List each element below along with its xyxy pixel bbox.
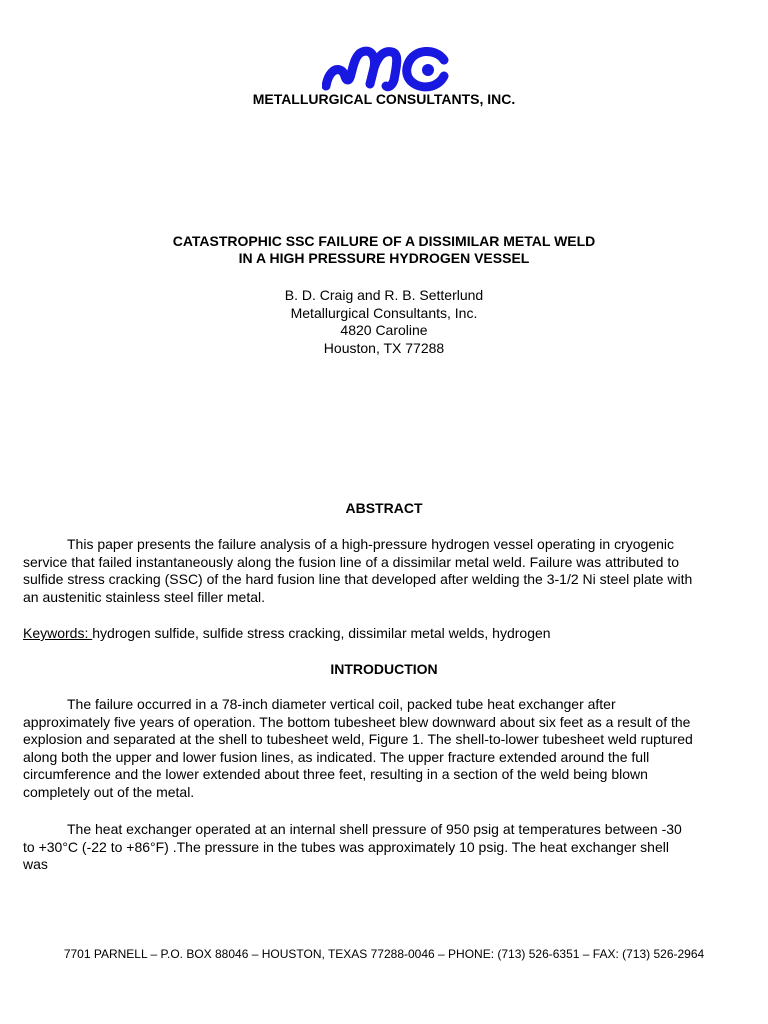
intro-line: was [23,856,48,873]
paper-title [0,233,768,267]
keywords-label: Keywords: [23,625,93,641]
abstract-paragraph [23,536,745,606]
keywords-text: hydrogen sulfide, sulfide stress cracking, dissimilar metal welds, hydrogen [92,625,551,641]
title-line-1: CATASTROPHIC SSC FAILURE OF A DISSIMILAR METAL WELD [172,233,596,249]
abstract-line: sulfide stress cracking (SSC) of the hard fusion line that developed after welding the 3-1/2 Ni steel plate with [23,571,693,588]
keywords-line [23,625,551,641]
intro-paragraph-1 [23,696,745,802]
intro-line: to +30°C (-22 to +86°F) .The pressure in the tubes was approximately 10 psig. The heat exchanger shell [23,838,669,855]
address-street: 4820 Caroline [340,322,428,338]
intro-line: explosion and separated at the shell to tubesheet weld, Figure 1. The shell-to-lower tubesheet weld ruptured [23,731,693,748]
abstract-line: an austenitic stainless steel filler metal. [23,588,265,605]
intro-line: approximately five years of operation. The bottom tubesheet blew downward about six feet as a result of the [23,713,691,730]
abstract-heading: ABSTRACT [345,500,423,516]
intro-line: The failure occurred in a 78-inch diameter vertical coil, packed tube heat exchanger after [67,696,616,712]
abstract-line: This paper presents the failure analysis of a high-pressure hydrogen vessel operating in cryogenic [67,536,675,552]
intro-paragraph-2 [23,821,745,874]
mc-logo-icon [322,46,450,92]
company-logo [322,46,450,92]
address-city: Houston, TX 77288 [323,339,445,356]
page-footer: 7701 PARNELL – P.O. BOX 88046 – HOUSTON, TEXAS 77288-0046 – PHONE: (713) 526-6351 – FAX: (713) 526-2964 [63,947,705,961]
intro-line: completely out of the metal. [23,783,195,800]
affiliation: Metallurgical Consultants, Inc. [290,304,478,321]
title-line-2: IN A HIGH PRESSURE HYDROGEN VESSEL [238,250,530,266]
company-name: METALLURGICAL CONSULTANTS, INC. [252,91,516,107]
introduction-heading: INTRODUCTION [330,661,438,677]
intro-line: circumference and the lower extended about three feet, resulting in a section of the weld being blown [23,766,648,783]
abstract-line: service that failed instantaneously along the fusion line of a dissimilar metal weld. Failure was attributed to [23,553,680,570]
author-block [0,287,768,357]
authors: B. D. Craig and R. B. Setterlund [284,287,484,303]
intro-line: The heat exchanger operated at an internal shell pressure of 950 psig at temperatures between -30 [67,821,682,837]
intro-line: along both the upper and lower fusion lines, as indicated. The upper fracture extended around the full [23,748,650,765]
